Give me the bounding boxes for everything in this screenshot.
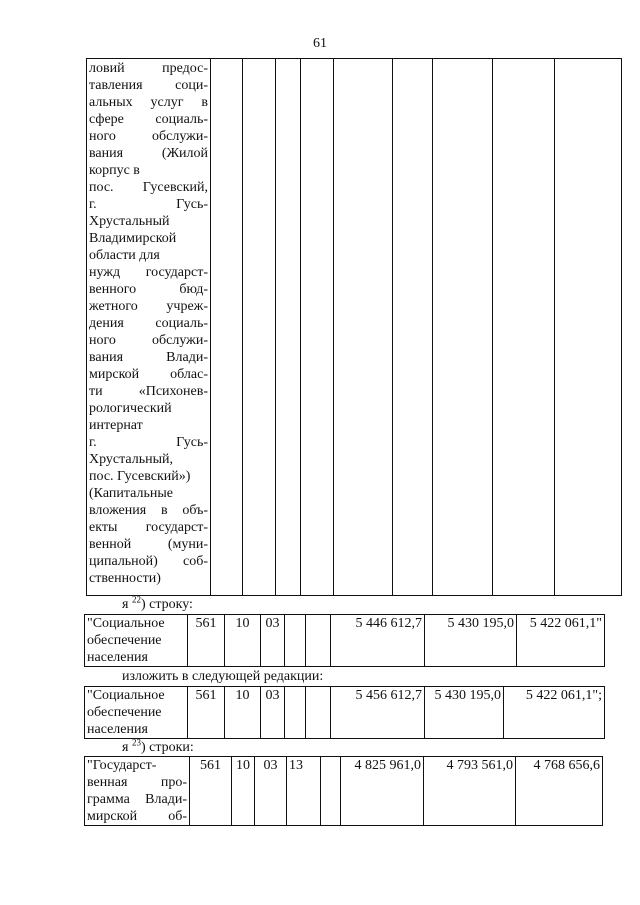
section-code: 10 [232, 757, 255, 826]
desc-line: ного обслужи- [89, 129, 208, 144]
desc-line: населения [87, 722, 148, 737]
empty-cell [301, 59, 334, 596]
desc-line: корпус в [89, 163, 140, 178]
table-row [87, 59, 622, 596]
desc-line: венной (муни- [89, 537, 208, 552]
desc-line: Владимирской [89, 231, 177, 246]
description-cell [85, 687, 188, 739]
desc-line: ного обслужи- [89, 333, 208, 348]
amount-year3: 5 422 061,1" [517, 615, 605, 667]
amount-year2: 4 793 561,0 [424, 757, 516, 826]
desc-line: области для [89, 248, 160, 263]
footnote-marker: 22 [131, 594, 141, 605]
desc-line: (Капитальные [89, 486, 173, 501]
section-code: 10 [225, 615, 261, 667]
desc-line: населения [87, 650, 148, 665]
subsection-code: 03 [261, 687, 285, 739]
desc-line: мирской об- [87, 809, 187, 824]
desc-line: мирской облас- [89, 367, 208, 382]
amount-year1: 4 825 961,0 [341, 757, 424, 826]
caption-22 [122, 596, 193, 613]
desc-line: венного бюд- [89, 282, 208, 297]
desc-line: венная про- [87, 775, 187, 790]
table-row [85, 615, 605, 667]
caption-suffix: ) строки: [140, 740, 194, 755]
desc-line: пос. Гусевский») [89, 469, 191, 484]
desc-line: жетного учреж- [89, 299, 208, 314]
subsection-code: 03 [255, 757, 287, 826]
desc-line: тавления соци- [89, 78, 208, 93]
desc-line: "Социальное [87, 616, 165, 631]
caption-new-edition: изложить в следующей редакции: [122, 669, 324, 684]
target-code [285, 687, 306, 739]
caption-prefix: я [122, 597, 132, 612]
table-row [85, 687, 605, 739]
type-code [306, 687, 331, 739]
amount-year3: 4 768 656,6 [516, 757, 603, 826]
desc-line: Хрустальный, [89, 452, 174, 467]
section-code: 10 [225, 687, 261, 739]
description-cell [85, 615, 188, 667]
ministry-code: 561 [190, 757, 232, 826]
desc-line: пос. Гусевский, [89, 180, 208, 195]
target-code: 13 [287, 757, 321, 826]
footnote-marker: 23 [131, 737, 141, 748]
desc-line: дения социаль- [89, 316, 208, 331]
desc-line: сфере социаль- [89, 112, 208, 127]
empty-cell [393, 59, 433, 596]
empty-cell [243, 59, 276, 596]
target-code [285, 615, 306, 667]
type-code [321, 757, 341, 826]
description-cell [87, 59, 211, 596]
desc-line: грамма Влади- [87, 792, 187, 807]
desc-line: альных услуг в [89, 95, 208, 110]
desc-line: обеспечение [87, 705, 162, 720]
empty-cell [555, 59, 622, 596]
desc-line: рологический [89, 401, 172, 416]
amount-year1: 5 446 612,7 [331, 615, 425, 667]
desc-line: "Социальное [87, 688, 165, 703]
desc-line: екты государст- [89, 520, 208, 535]
amount-year2: 5 430 195,0 [425, 615, 517, 667]
ministry-code: 561 [188, 615, 225, 667]
table-row [85, 757, 603, 826]
empty-cell [334, 59, 393, 596]
amount-year3: 5 422 061,1"; [504, 687, 605, 739]
page-number: 61 [313, 36, 327, 51]
amount-year2: 5 430 195,0 [425, 687, 504, 739]
empty-cell [211, 59, 243, 596]
table-continuation [86, 58, 622, 596]
desc-line: ти «Психонев- [89, 384, 208, 399]
desc-line: г. Гусь- [89, 197, 208, 212]
table-new-row [84, 686, 605, 739]
desc-line: интернат [89, 418, 143, 433]
table-original-row [84, 614, 605, 667]
empty-cell [276, 59, 301, 596]
desc-line: Хрустальный [89, 214, 170, 229]
type-code [306, 615, 331, 667]
desc-line: нужд государст- [89, 265, 208, 280]
empty-cell [433, 59, 493, 596]
ministry-code: 561 [188, 687, 225, 739]
desc-line: вложения в объ- [89, 503, 208, 518]
amount-year1: 5 456 612,7 [331, 687, 425, 739]
desc-line: г. Гусь- [89, 435, 208, 450]
description-cell [85, 757, 190, 826]
table-program-rows [84, 756, 603, 826]
desc-line: ловий предос- [89, 61, 208, 76]
subsection-code: 03 [261, 615, 285, 667]
caption-prefix: я [122, 740, 132, 755]
desc-line: ственности) [89, 571, 161, 586]
desc-line: ципальной) соб- [89, 554, 208, 569]
description-lines [89, 60, 208, 587]
desc-line: "Государст- [87, 758, 157, 773]
caption-suffix: ) строку: [140, 597, 193, 612]
desc-line: обеспечение [87, 633, 162, 648]
empty-cell [493, 59, 555, 596]
caption-23 [122, 739, 194, 756]
desc-line: вания Влади- [89, 350, 208, 365]
desc-line: вания (Жилой [89, 146, 208, 161]
